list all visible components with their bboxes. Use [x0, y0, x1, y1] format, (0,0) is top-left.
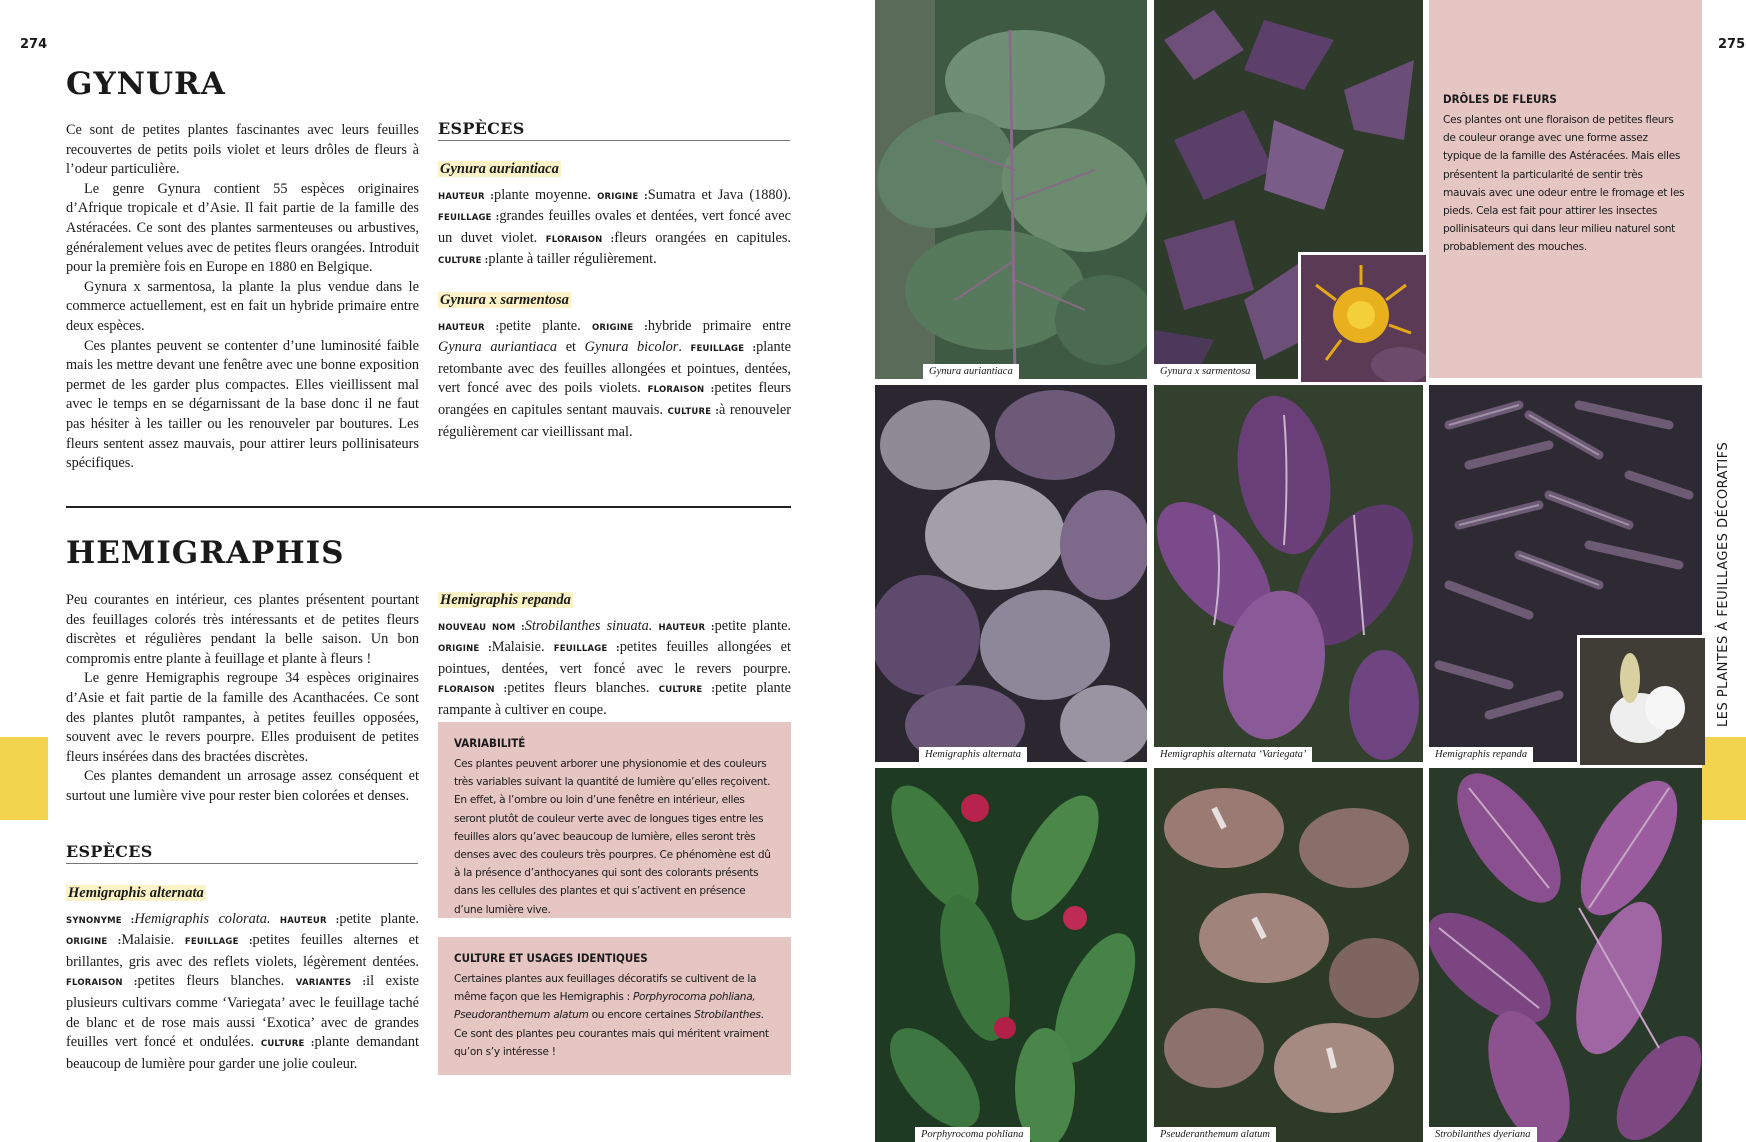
photo-gynura-auriantiaca: [875, 0, 1147, 379]
caption-strobilanthes-dyeriana: Strobilanthes dyeriana: [1429, 1127, 1537, 1142]
gynura-title: GYNURA: [66, 66, 226, 102]
hemigraphis-intro-p3: Ces plantes demandent un arrosage assez conséquent et surtout une lumière vive pour rester bien colorées et denses.: [66, 768, 419, 804]
page-number-right: 275: [1718, 37, 1746, 52]
hemigraphis-species-heading: ESPÈCES: [66, 842, 418, 864]
droles-de-fleurs-box: [1429, 0, 1702, 378]
photo-pseuderanthemum-alatum: [1154, 768, 1423, 1142]
species-desc-repanda: NOUVEAU NOM :Strobilanthes sinuata. HAUTEUR :petite plante. ORIGINE :Malaisie. FEUILLAGE :petites feuilles allongées et pointues, dentées, vert foncé avec le revers pourpre. FLORAISON :petites fleurs blanches. CULTURE :petite plante rampante à cultiver en coupe.: [438, 617, 791, 718]
page-number-left: 274: [20, 37, 48, 52]
photo-strobilanthes-dyeriana: [1429, 768, 1702, 1142]
caption-hemigraphis-variegata: Hemigraphis alternata ‘Variegata’: [1154, 747, 1312, 762]
variabilite-box: [438, 722, 791, 918]
droles-title: DRÔLES DE FLEURS: [1443, 92, 1557, 106]
hemigraphis-intro-p1: Peu courantes en intérieur, ces plantes présentent pourtant des feuillages colorés très intéressants et de petites fleurs discrètes et régulières pendant la belle saison. Un bon compromis entre plante à feuillage et plante à fleurs !: [66, 592, 419, 667]
caption-pseuderanthemum-alatum: Pseuderanthemum alatum: [1154, 1127, 1276, 1142]
caption-gynura-sarmentosa: Gynura x sarmentosa: [1154, 364, 1256, 379]
repanda-entry: [438, 591, 791, 721]
photo-hemigraphis-alternata: [875, 385, 1147, 762]
culture-usages-title: CULTURE ET USAGES IDENTIQUES: [454, 951, 648, 965]
caption-porphyrocoma-pohliana: Porphyrocoma pohliana: [915, 1127, 1030, 1142]
caption-hemigraphis-alternata: Hemigraphis alternata: [919, 747, 1027, 762]
variabilite-text: Ces plantes peuvent arborer une physionomie et des couleurs très variables suivant la quantité de lumière qu’elles reçoivent. En effet, à l’ombre ou loin d’une fenêtre en intérieur, elles seront plutôt de couleur verte avec de longues tiges entre les feuilles alors qu’avec beaucoup de lumière, elles seront très denses avec des couleurs très pourpres. Ce phénomène est dû à la présence d’anthocyanes qui sont des colorants présents dans les cellules des plantes et qui s’activent en présence d’une lumière vive.: [454, 758, 771, 916]
gynura-intro-p1: Ce sont de petites plantes fascinantes avec leurs feuilles recouvertes de petits poils violet et leurs drôles de fleurs à l’odeur particulière.: [66, 122, 419, 178]
gynura-intro-p4: Ces plantes peuvent se contenter d’une luminosité faible mais les mettre devant une fenêtre avec une bonne exposition permet de les garder plus compactes. Elles vieillissent mal avec le temps en se dégarnissant de la base donc il ne faut pas hésiter à les tailler ou les renouveler par boutures. Les fleurs sentent assez mauvais, pour attirer leurs pollinisateurs spécifiques.: [66, 337, 419, 472]
species-name-repanda: Hemigraphis repanda: [440, 592, 571, 608]
photo-gynura-flower-inset: [1298, 252, 1426, 382]
droles-text: Ces plantes ont une floraison de petites fleurs de couleur orange avec une forme assez typique de la famille des Astéracées. Mais elles présentent la particularité de sentir très mauvais avec une odeur entre le fromage et les pieds. Cela est fait pour attirer les insectes pollinisateurs qui dans leur milieu naturel sont probablement des mouches.: [1443, 114, 1685, 254]
culture-usages-box: [438, 937, 791, 1075]
variabilite-title: VARIABILITÉ: [454, 736, 526, 750]
photo-repanda-flower-inset: [1577, 635, 1705, 765]
species-desc-alternata: SYNONYME :Hemigraphis colorata. HAUTEUR :petite plante. ORIGINE :Malaisie. FEUILLAGE :petites feuilles alternes et brillantes, gris avec des reflets violets, légèrement dentées. FLORAISON :petites fleurs blanches. VARIANTES :il existe plusieurs cultivars comme ‘Variegata’ avec le feuillage taché de blanc et de rose mais aussi ‘Exotica’ avec de grandes feuilles vert foncé et ondulées. CULTURE :plante demandant beaucoup de lumière pour garder une jolie couleur.: [66, 910, 420, 1072]
gynura-intro-p3: Gynura x sarmentosa, la plante la plus vendue dans le commerce actuellement, est en fait un hybride primaire entre deux espèces.: [66, 278, 419, 334]
photo-porphyrocoma-pohliana: [875, 768, 1147, 1142]
gynura-species-list: [438, 160, 791, 442]
gynura-intro: [66, 121, 419, 474]
hemigraphis-intro: [66, 591, 419, 807]
species-desc-auriantiaca: HAUTEUR :plante moyenne. ORIGINE :Sumatra et Java (1880). FEUILLAGE :grandes feuilles ovales et dentées, vert foncé avec un duvet violet. FLORAISON :fleurs orangées en capitules. CULTURE :plante à tailler régulièrement.: [438, 186, 792, 268]
section-divider: [66, 506, 791, 508]
photo-hemigraphis-variegata: [1154, 385, 1423, 762]
species-name-auriantiaca: Gynura auriantiaca: [440, 161, 559, 177]
gynura-intro-p2: Le genre Gynura contient 55 espèces originaires d’Afrique tropicale et d’Asie. Il fait partie de la famille des Astéracées. Ce sont des plantes sarmenteuses ou arbustives, généralement velues avec de petites fleurs orangées. Introduit pour la première fois en Europe en 1880 en Belgique.: [66, 180, 419, 276]
yellow-tab-left: [0, 737, 48, 820]
hemigraphis-title: HEMIGRAPHIS: [66, 535, 345, 571]
gynura-species-heading: ESPÈCES: [438, 119, 790, 141]
hemigraphis-intro-p2: Le genre Hemigraphis regroupe 34 espèces originaires d’Asie et fait partie de la famille des Acanthacées. Ce sont des plantes plutôt rampantes, à petites feuilles opposées, souvent avec le revers pourpre. Elles produisent de petites fleurs insérées dans des bractées discrètes.: [66, 670, 419, 765]
caption-gynura-auriantiaca: Gynura auriantiaca: [923, 364, 1019, 379]
species-name-sarmentosa: Gynura x sarmentosa: [440, 291, 569, 308]
yellow-tab-right: [1702, 737, 1746, 820]
species-name-alternata: Hemigraphis alternata: [68, 885, 204, 901]
culture-usages-text: Certaines plantes aux feuillages décoratifs se cultivent de la même façon que les Hemigraphis : Porphyrocoma pohliana, Pseudoranthemum alatum ou encore certaines Strobilanthes. Ce sont des plantes peu courantes mais qui méritent vraiment qu’on s’y intéresse !: [454, 973, 769, 1058]
chapter-vertical-label: LES PLANTES À FEUILLAGES DÉCORATIFS: [1716, 441, 1731, 727]
caption-hemigraphis-repanda: Hemigraphis repanda: [1429, 747, 1533, 762]
species-desc-sarmentosa: HAUTEUR :petite plante. ORIGINE :hybride primaire entre Gynura auriantiaca et Gynura bicolor. FEUILLAGE :plante retombante avec des feuilles allongées et pointues, dentées, vert foncé avec des poils violets. FLORAISON :petites fleurs orangées en capitules sentant mauvais. CULTURE :à renouveler régulièrement car vieillissant mal.: [438, 317, 792, 440]
alternata-entry: [66, 884, 419, 1074]
